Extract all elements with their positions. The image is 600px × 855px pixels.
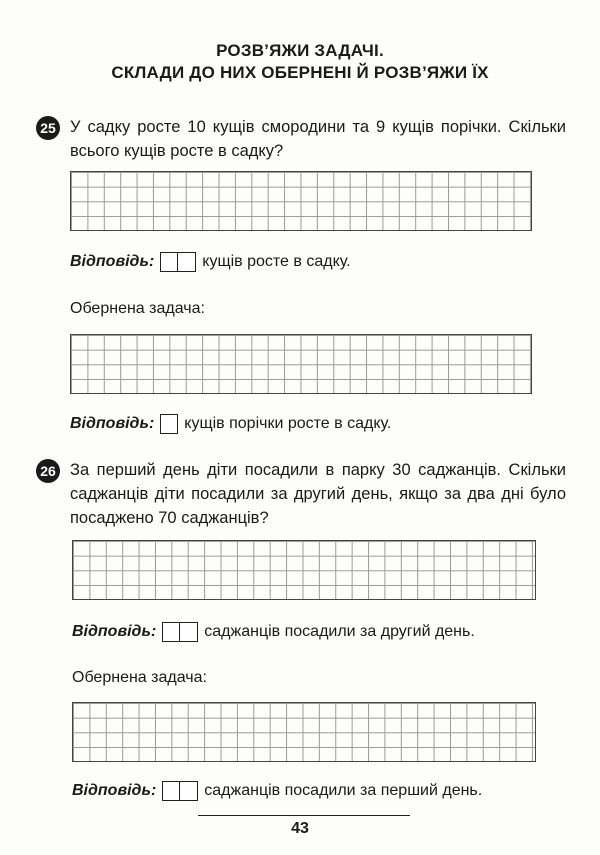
digit-box[interactable] xyxy=(180,622,198,642)
answer-line-1 xyxy=(70,251,351,273)
answer-text: саджанців посадили за перший день. xyxy=(204,782,483,799)
answer-grid-3[interactable] xyxy=(72,540,536,600)
answer-text: кущів росте в садку. xyxy=(202,253,351,270)
answer-grid-2[interactable] xyxy=(70,334,532,394)
answer-text: саджанців посадили за другий день. xyxy=(204,623,475,640)
digit-box[interactable] xyxy=(160,252,178,272)
page-title xyxy=(0,40,600,84)
task-number-badge: 25 xyxy=(36,116,60,140)
answer-text: кущів порічки росте в садку. xyxy=(184,415,392,432)
task-text: У садку росте 10 кущів смородини та 9 кущів порічки. Скільки всього кущів росте в садку? xyxy=(70,118,566,160)
footer-divider xyxy=(198,815,410,816)
answer-label: Відповідь: xyxy=(70,415,155,432)
answer-boxes[interactable] xyxy=(162,781,198,801)
task-number-badge: 26 xyxy=(36,459,60,483)
reverse-task-label-2: Обернена задача: xyxy=(72,669,207,686)
reverse-task-label-1: Обернена задача: xyxy=(70,300,205,317)
answer-boxes[interactable] xyxy=(162,622,198,642)
answer-line-4 xyxy=(72,780,482,802)
answer-line-2 xyxy=(70,413,391,435)
answer-line-3 xyxy=(72,621,475,643)
digit-box[interactable] xyxy=(178,252,196,272)
digit-box[interactable] xyxy=(162,781,180,801)
answer-grid-4[interactable] xyxy=(72,702,536,762)
digit-box[interactable] xyxy=(162,622,180,642)
answer-label: Відповідь: xyxy=(70,253,155,270)
answer-label: Відповідь: xyxy=(72,782,157,799)
answer-label: Відповідь: xyxy=(72,623,157,640)
page-number: 43 xyxy=(291,820,309,837)
answer-boxes[interactable] xyxy=(160,252,196,272)
digit-box[interactable] xyxy=(160,414,178,434)
answer-grid-1[interactable] xyxy=(70,171,532,231)
digit-box[interactable] xyxy=(180,781,198,801)
answer-boxes[interactable] xyxy=(160,414,178,434)
title-line-1: РОЗВ’ЯЖИ ЗАДАЧІ. xyxy=(216,41,384,60)
title-line-2: СКЛАДИ ДО НИХ ОБЕРНЕНІ Й РОЗВ’ЯЖИ ЇХ xyxy=(111,63,489,82)
task-text: За перший день діти посадили в парку 30 саджанців. Скільки саджанців діти посадили за другий день, якщо за два дні було посаджено 70 саджанців? xyxy=(70,461,566,527)
